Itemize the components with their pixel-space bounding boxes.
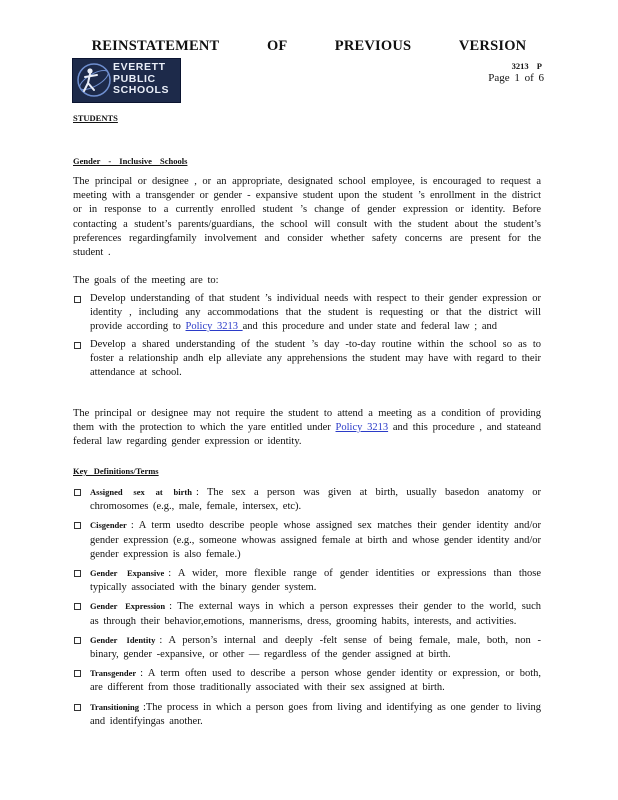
procedure-text: The principal or designee may not require the student to attend a meeting as a condition of providing them with the protection to which the yare entitled under <box>73 408 541 434</box>
section-key-definitions: Key Definitions/Terms <box>73 466 159 476</box>
definition-item <box>73 633 541 662</box>
district-logo <box>72 58 181 103</box>
checkbox-bullet-icon <box>74 637 81 644</box>
page-number: Page 1 of 6 <box>488 72 544 84</box>
district-logo-icon <box>75 61 113 99</box>
policy-3213-link[interactable]: Policy 3213 <box>185 321 243 333</box>
definition-text: : A person’s internal and deeply -felt sense of being female, male, both, non - binary, gender -expansive, or other — regardless of the gender assigned at birth. <box>90 634 541 661</box>
checkbox-bullet-icon <box>74 603 81 610</box>
section-students: STUDENTS <box>73 113 118 123</box>
goals-list <box>73 292 541 383</box>
definition-item <box>73 666 541 695</box>
definition-item <box>73 700 541 729</box>
procedure-text-after: and this procedure , and stateand federal law regarding gender expression or identity. <box>73 422 541 448</box>
checkbox-bullet-icon <box>74 522 81 529</box>
checkbox-bullet-icon <box>74 570 81 577</box>
definition-term: Transgender <box>90 668 137 679</box>
definition-text: : The sex a person was given at birth, usually basedon anatomy or chromosomes (e.g., male, female, intersex, etc). <box>90 487 541 513</box>
policy-3213-link[interactable]: Policy 3213 <box>335 422 389 434</box>
definition-item <box>73 566 541 595</box>
definition-term: Gender Expression <box>90 601 166 612</box>
goal-text-after: and this procedure and under state and federal law ; and <box>242 321 498 333</box>
checkbox-bullet-icon <box>74 670 81 677</box>
definition-text: : A term often used to describe a person whose gender identity or expression, or both, are different from those traditionally associated with their sex assigned at birth. <box>90 668 541 694</box>
definition-item <box>73 599 541 628</box>
definition-item <box>73 518 541 562</box>
procedure-paragraph <box>73 407 541 450</box>
policy-code: 3213 P <box>511 61 542 71</box>
goals-intro: The goals of the meeting are to: <box>73 275 219 286</box>
definition-item <box>73 485 541 514</box>
intro-paragraph: The principal or designee , or an appropriate, designated school employee, is encouraged to request a meeting with a transgender or gender - expansive student upon the student ’s enrollment in the district or in response to a currently enrolled student ’s change of gender expression or identity. Before contacting a student’s parents/guardians, the school will consult with the student about the student’s preferences regardingfamily involvement and consider whether safety concerns are present for the student . <box>73 176 541 259</box>
list-item <box>73 338 541 381</box>
checkbox-bullet-icon <box>74 342 81 349</box>
definition-text: : The external ways in which a person expresses their gender to the world, such as through their behavior,emotions, mannerisms, dress, grooming habits, interests, and activities. <box>90 601 541 627</box>
definition-term: Gender Expansive <box>90 568 165 579</box>
definition-term: Gender Identity <box>90 634 156 645</box>
goal-text: Develop understanding of that student ’s individual needs with respect to their gender expression or identity , including any accommodations that the student is requesting or that the district will provide according to <box>90 293 541 333</box>
logo-text: EVERETT PUBLIC SCHOOLS <box>113 61 170 96</box>
definition-text: : A wider, more flexible range of gender identities or expressions than those typically associated with the binary gender system. <box>90 568 542 594</box>
definition-text: :The process in which a person goes from living and identifying as one gender to living and identifyingas another. <box>90 701 541 727</box>
definition-term: Transitioning <box>90 701 139 712</box>
definition-text: : A term usedto describe people whose assigned sex matches their gender identity and/or gender expression (e.g., someone whowas assigned female at birth and whose gender identity and/or gender expression is also female.) <box>90 520 541 560</box>
checkbox-bullet-icon <box>74 704 81 711</box>
definition-term: Cisgender <box>90 520 127 531</box>
definitions-list <box>73 485 541 733</box>
version-banner: REINSTATEMENT OF PREVIOUS VERSION <box>91 38 527 54</box>
section-gender-inclusive: Gender - Inclusive Schools <box>73 156 188 166</box>
goal-text: Develop a shared understanding of the student ’s day -to-day routine within the school so as to foster a relationship andh elp alleviate any apprehensions the student may have with regard to their attendance at school. <box>90 338 541 379</box>
list-item <box>73 292 541 335</box>
checkbox-bullet-icon <box>74 296 81 303</box>
definition-term: Assigned sex at birth <box>90 487 192 497</box>
checkbox-bullet-icon <box>74 489 81 496</box>
